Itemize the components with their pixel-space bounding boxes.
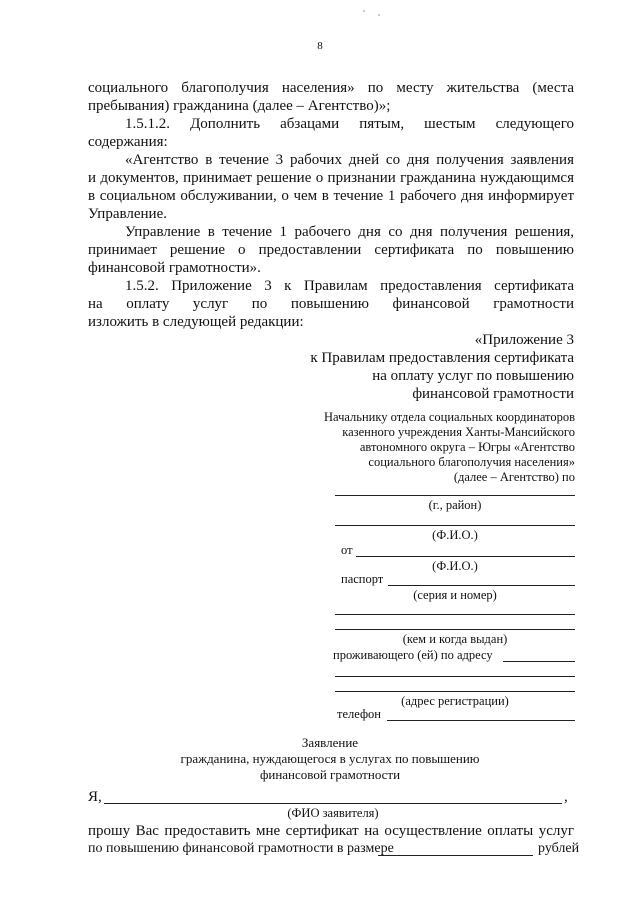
statement-title: Заявление xyxy=(301,735,359,750)
address-field-line[interactable] xyxy=(503,661,575,662)
body-line: на оплату услуг по повышению финансовой грамотности xyxy=(88,296,574,312)
body-line: в социальном обслуживании, о чем в течение 1 рабочего дня информирует xyxy=(88,188,574,204)
body-line: финансовой грамотности». xyxy=(88,260,261,276)
body-line: 1.5.1.2. Дополнить абзацами пятым, шестым следующего xyxy=(125,116,574,132)
applicant-name-caption: (Ф.И.О.) xyxy=(432,559,478,573)
city-caption: (г., район) xyxy=(428,498,482,512)
city-field-line[interactable] xyxy=(335,495,575,496)
addressee-line: казенного учреждения Ханты-Мансийского xyxy=(342,425,575,439)
appendix-line: к Правилам предоставления сертификата xyxy=(310,350,574,366)
appendix-line: на оплату услуг по повышению xyxy=(372,368,574,384)
issued-by-caption: (кем и когда выдан) xyxy=(402,632,508,646)
body-line: Управление. xyxy=(88,206,167,222)
amount-field-line[interactable] xyxy=(378,855,533,856)
addressee-line: автономного округа – Югры «Агентство xyxy=(359,440,575,454)
chief-name-field-line[interactable] xyxy=(335,525,575,526)
body-line: «Агентство в течение 3 рабочих дней со дня получения заявления xyxy=(125,152,574,168)
applicant-name-field-line[interactable] xyxy=(356,556,575,557)
statement-subtitle: гражданина, нуждающегося в услугах по повышению xyxy=(180,751,480,766)
applicant-fio-field-line[interactable] xyxy=(104,803,562,804)
body-line: социального благополучия населения» по месту жительства (места xyxy=(88,80,574,96)
passport-label: паспорт xyxy=(341,572,384,586)
body-line: содержания: xyxy=(88,134,168,150)
issued-by-field-line[interactable] xyxy=(335,614,575,615)
address-field-line-2[interactable] xyxy=(335,676,575,677)
request-line: прошу Вас предоставить мне сертификат на осуществление оплаты услуг xyxy=(88,823,574,839)
body-line: принимает решение о предоставлении сертификата по повышению xyxy=(88,242,574,258)
request-line: по повышению финансовой грамотности в размере xyxy=(88,841,394,856)
phone-field-line[interactable] xyxy=(387,720,575,721)
address-field-line-3[interactable] xyxy=(335,691,575,692)
rubles-label: рублей xyxy=(538,841,580,856)
page-number: 8 xyxy=(317,40,323,52)
body-line: 1.5.2. Приложение 3 к Правилам предоставления сертификата xyxy=(125,278,574,294)
residing-label: проживающего (ей) по адресу xyxy=(333,648,493,662)
registration-caption: (адрес регистрации) xyxy=(401,694,509,708)
statement-subtitle: финансовой грамотности xyxy=(259,767,401,782)
body-line: пребывания) гражданина (далее – Агентство)»; xyxy=(88,98,391,114)
addressee-line: Начальнику отдела социальных координаторов xyxy=(324,410,575,424)
body-line: изложить в следующей редакции: xyxy=(88,314,304,330)
comma: , xyxy=(564,789,568,805)
applicant-fio-caption: (ФИО заявителя) xyxy=(287,806,379,820)
phone-label: телефон xyxy=(337,707,381,721)
appendix-line: «Приложение 3 xyxy=(474,332,574,348)
body-line: Управление в течение 1 рабочего дня со дня получения решения, xyxy=(125,224,574,240)
chief-name-caption: (Ф.И.О.) xyxy=(432,528,478,542)
ya-label: Я, xyxy=(88,789,102,805)
passport-caption: (серия и номер) xyxy=(413,588,497,602)
addressee-line: (далее – Агентство) по xyxy=(453,470,575,484)
passport-field-line[interactable] xyxy=(388,585,575,586)
appendix-line: финансовой грамотности xyxy=(412,386,574,402)
from-label: от xyxy=(341,543,353,557)
scan-speck xyxy=(378,14,380,16)
addressee-line: социального благополучия населения» xyxy=(368,455,575,469)
body-line: и документов, принимает решение о признании гражданина нуждающимся xyxy=(88,170,574,186)
issued-by-field-line-2[interactable] xyxy=(335,629,575,630)
scan-speck xyxy=(363,10,365,12)
